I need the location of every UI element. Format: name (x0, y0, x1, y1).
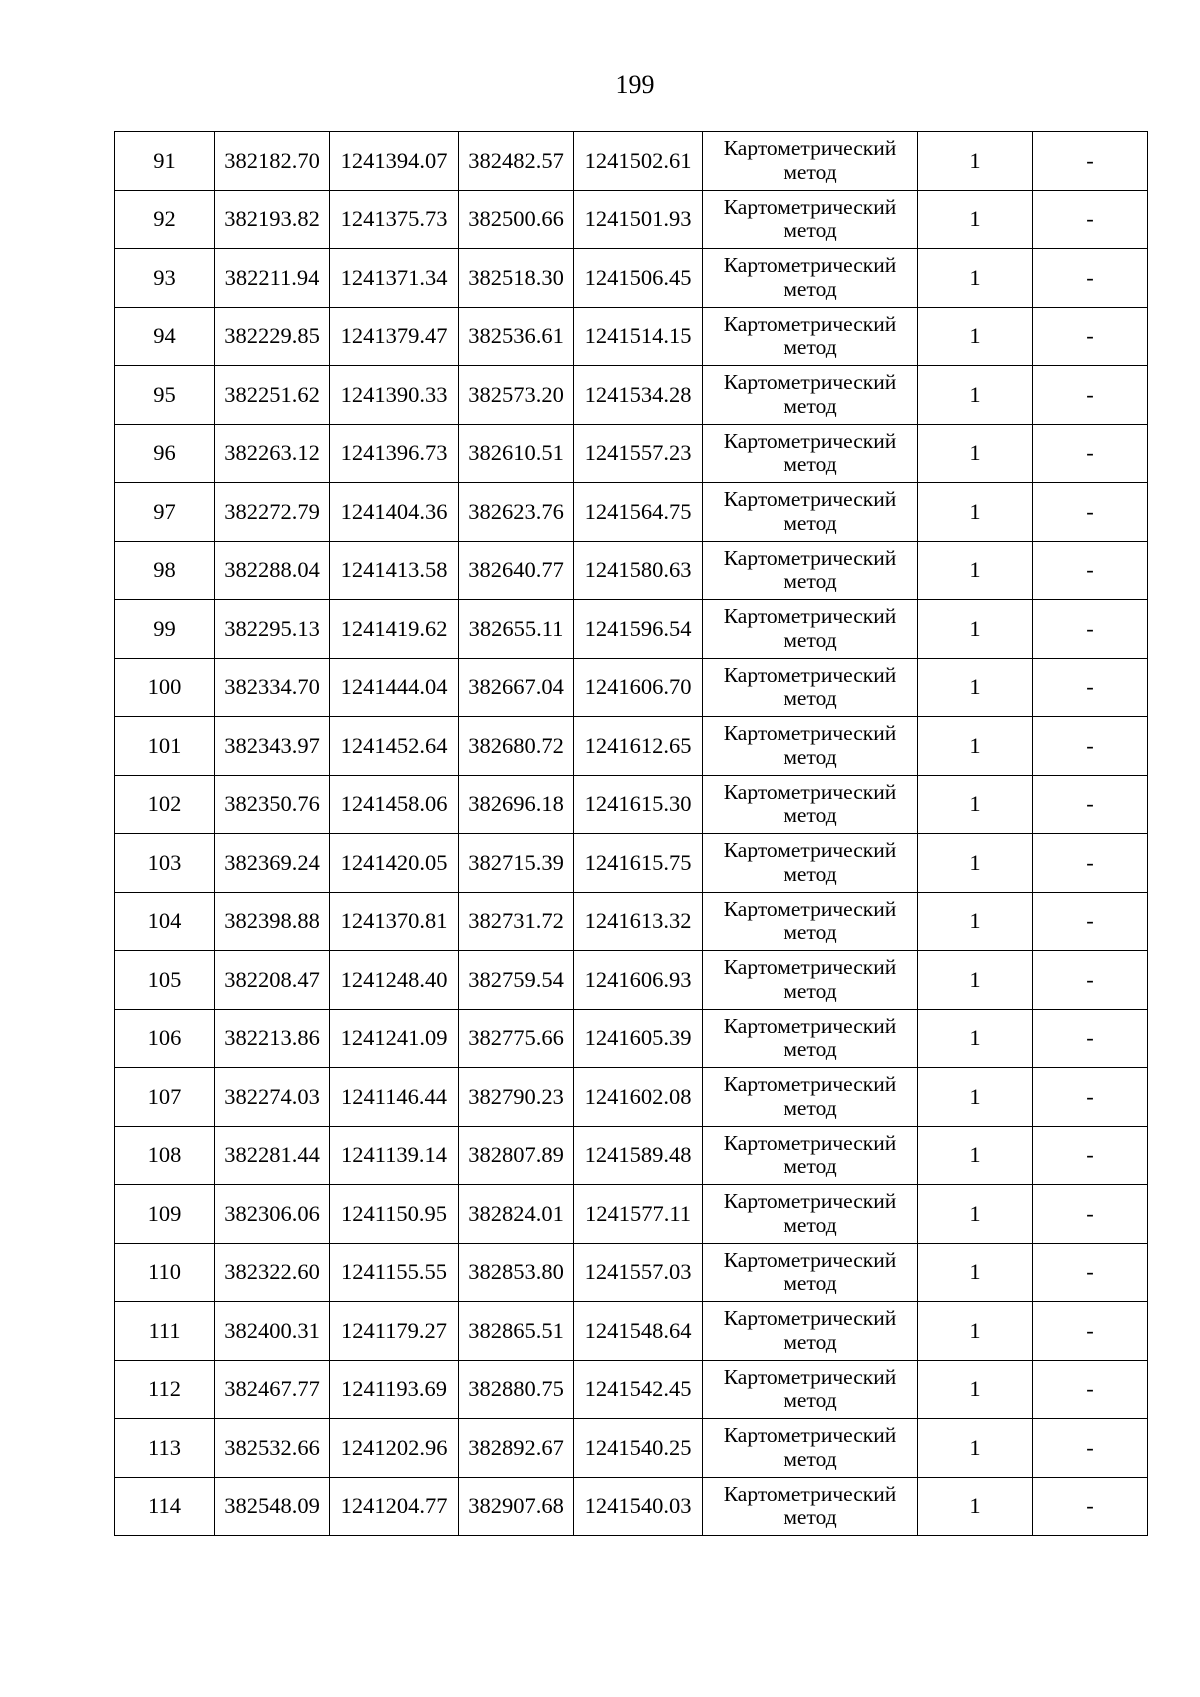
cell-x2: 382715.39 (459, 834, 574, 893)
cell-x1: 382229.85 (215, 307, 330, 366)
cell-accuracy: 1 (918, 1126, 1033, 1185)
cell-x1: 382398.88 (215, 892, 330, 951)
cell-accuracy: 1 (918, 132, 1033, 191)
cell-note: - (1033, 1126, 1148, 1185)
cell-point-number: 99 (115, 600, 215, 659)
table-row (115, 1009, 1148, 1068)
method-line-1: Картометрический (723, 136, 897, 161)
table-row (115, 366, 1148, 425)
cell-x1: 382306.06 (215, 1185, 330, 1244)
cell-method (703, 483, 918, 542)
cell-x2: 382775.66 (459, 1009, 574, 1068)
cell-accuracy: 1 (918, 951, 1033, 1010)
cell-note: - (1033, 1068, 1148, 1127)
cell-x2: 382759.54 (459, 951, 574, 1010)
cell-point-number: 114 (115, 1477, 215, 1536)
method-line-2: метод (783, 393, 837, 418)
method-line-1: Картометрический (723, 1130, 897, 1155)
method-line-2: метод (783, 276, 837, 301)
cell-x1: 382182.70 (215, 132, 330, 191)
method-line-2: метод (783, 686, 837, 711)
cell-method (703, 132, 918, 191)
cell-point-number: 110 (115, 1243, 215, 1302)
cell-x2: 382807.89 (459, 1126, 574, 1185)
table-row (115, 190, 1148, 249)
cell-point-number: 103 (115, 834, 215, 893)
cell-method (703, 951, 918, 1010)
cell-y2: 1241540.03 (574, 1477, 703, 1536)
cell-note: - (1033, 892, 1148, 951)
table-row (115, 1068, 1148, 1127)
cell-note: - (1033, 834, 1148, 893)
method-line-1: Картометрический (723, 545, 897, 570)
cell-x1: 382263.12 (215, 424, 330, 483)
cell-method (703, 1302, 918, 1361)
cell-y2: 1241606.70 (574, 658, 703, 717)
cell-x2: 382892.67 (459, 1419, 574, 1478)
cell-y2: 1241506.45 (574, 249, 703, 308)
cell-point-number: 111 (115, 1302, 215, 1361)
cell-note: - (1033, 775, 1148, 834)
cell-note: - (1033, 600, 1148, 659)
cell-y1: 1241139.14 (330, 1126, 459, 1185)
table-row (115, 249, 1148, 308)
method-line-2: метод (783, 159, 837, 184)
table-row (115, 658, 1148, 717)
cell-x1: 382343.97 (215, 717, 330, 776)
cell-accuracy: 1 (918, 1243, 1033, 1302)
cell-accuracy: 1 (918, 1185, 1033, 1244)
cell-method (703, 307, 918, 366)
cell-accuracy: 1 (918, 307, 1033, 366)
cell-y2: 1241596.54 (574, 600, 703, 659)
cell-x1: 382272.79 (215, 483, 330, 542)
cell-y2: 1241557.03 (574, 1243, 703, 1302)
cell-y2: 1241589.48 (574, 1126, 703, 1185)
cell-x1: 382193.82 (215, 190, 330, 249)
method-line-1: Картометрический (723, 662, 897, 687)
method-line-2: метод (783, 861, 837, 886)
cell-point-number: 93 (115, 249, 215, 308)
cell-x1: 382369.24 (215, 834, 330, 893)
method-line-2: метод (783, 335, 837, 360)
cell-point-number: 95 (115, 366, 215, 425)
cell-y2: 1241602.08 (574, 1068, 703, 1127)
cell-x1: 382251.62 (215, 366, 330, 425)
method-line-1: Картометрический (723, 1013, 897, 1038)
method-line-2: метод (783, 1329, 837, 1354)
coordinates-table (114, 131, 1148, 1536)
method-line-1: Картометрический (723, 779, 897, 804)
cell-method (703, 1009, 918, 1068)
method-line-2: метод (783, 510, 837, 535)
cell-x2: 382482.57 (459, 132, 574, 191)
method-line-1: Картометрический (723, 896, 897, 921)
method-line-1: Картометрический (723, 1072, 897, 1097)
cell-note: - (1033, 307, 1148, 366)
method-line-1: Картометрический (723, 487, 897, 512)
cell-note: - (1033, 717, 1148, 776)
cell-y1: 1241179.27 (330, 1302, 459, 1361)
method-line-1: Картометрический (723, 253, 897, 278)
method-line-2: метод (783, 920, 837, 945)
cell-method (703, 424, 918, 483)
cell-accuracy: 1 (918, 1477, 1033, 1536)
cell-method (703, 541, 918, 600)
cell-method (703, 1419, 918, 1478)
cell-x1: 382400.31 (215, 1302, 330, 1361)
method-line-1: Картометрический (723, 838, 897, 863)
table-body (115, 132, 1148, 1536)
method-line-2: метод (783, 803, 837, 828)
method-line-1: Картометрический (723, 311, 897, 336)
table-row (115, 600, 1148, 659)
cell-x2: 382680.72 (459, 717, 574, 776)
cell-method (703, 775, 918, 834)
cell-accuracy: 1 (918, 775, 1033, 834)
cell-y2: 1241514.15 (574, 307, 703, 366)
cell-y1: 1241458.06 (330, 775, 459, 834)
cell-x1: 382350.76 (215, 775, 330, 834)
cell-y1: 1241193.69 (330, 1360, 459, 1419)
cell-point-number: 107 (115, 1068, 215, 1127)
cell-x1: 382532.66 (215, 1419, 330, 1478)
cell-accuracy: 1 (918, 424, 1033, 483)
cell-y1: 1241248.40 (330, 951, 459, 1010)
method-line-1: Картометрический (723, 1189, 897, 1214)
table-row (115, 1360, 1148, 1419)
cell-note: - (1033, 424, 1148, 483)
cell-y2: 1241564.75 (574, 483, 703, 542)
cell-y1: 1241202.96 (330, 1419, 459, 1478)
cell-x2: 382865.51 (459, 1302, 574, 1361)
cell-y1: 1241375.73 (330, 190, 459, 249)
cell-point-number: 106 (115, 1009, 215, 1068)
cell-x1: 382322.60 (215, 1243, 330, 1302)
cell-method (703, 190, 918, 249)
method-line-1: Картометрический (723, 428, 897, 453)
table-row (115, 1302, 1148, 1361)
cell-accuracy: 1 (918, 541, 1033, 600)
cell-x2: 382623.76 (459, 483, 574, 542)
cell-accuracy: 1 (918, 1302, 1033, 1361)
cell-y2: 1241557.23 (574, 424, 703, 483)
cell-method (703, 1185, 918, 1244)
cell-method (703, 1477, 918, 1536)
cell-x1: 382467.77 (215, 1360, 330, 1419)
method-line-2: метод (783, 1505, 837, 1530)
cell-note: - (1033, 483, 1148, 542)
table-row (115, 951, 1148, 1010)
method-line-1: Картометрический (723, 1423, 897, 1448)
method-line-1: Картометрический (723, 721, 897, 746)
cell-point-number: 112 (115, 1360, 215, 1419)
cell-x2: 382853.80 (459, 1243, 574, 1302)
cell-note: - (1033, 1185, 1148, 1244)
cell-note: - (1033, 366, 1148, 425)
cell-x2: 382790.23 (459, 1068, 574, 1127)
cell-y1: 1241146.44 (330, 1068, 459, 1127)
cell-method (703, 717, 918, 776)
method-line-2: метод (783, 1446, 837, 1471)
cell-note: - (1033, 1243, 1148, 1302)
cell-x2: 382518.30 (459, 249, 574, 308)
cell-point-number: 108 (115, 1126, 215, 1185)
cell-x1: 382208.47 (215, 951, 330, 1010)
cell-method (703, 892, 918, 951)
cell-accuracy: 1 (918, 834, 1033, 893)
cell-y1: 1241394.07 (330, 132, 459, 191)
cell-note: - (1033, 1360, 1148, 1419)
method-line-1: Картометрический (723, 194, 897, 219)
cell-y1: 1241379.47 (330, 307, 459, 366)
cell-y1: 1241155.55 (330, 1243, 459, 1302)
cell-x2: 382610.51 (459, 424, 574, 483)
table-row (115, 541, 1148, 600)
cell-x2: 382536.61 (459, 307, 574, 366)
cell-y1: 1241420.05 (330, 834, 459, 893)
method-line-1: Картометрический (723, 370, 897, 395)
cell-x1: 382334.70 (215, 658, 330, 717)
cell-y1: 1241452.64 (330, 717, 459, 776)
method-line-2: метод (783, 978, 837, 1003)
cell-y2: 1241542.45 (574, 1360, 703, 1419)
cell-y2: 1241612.65 (574, 717, 703, 776)
method-line-2: метод (783, 744, 837, 769)
cell-method (703, 1243, 918, 1302)
cell-accuracy: 1 (918, 1068, 1033, 1127)
table-row (115, 775, 1148, 834)
table-row (115, 717, 1148, 776)
table-row (115, 1185, 1148, 1244)
cell-point-number: 102 (115, 775, 215, 834)
method-line-2: метод (783, 569, 837, 594)
cell-y2: 1241502.61 (574, 132, 703, 191)
cell-point-number: 105 (115, 951, 215, 1010)
table-row (115, 307, 1148, 366)
cell-method (703, 366, 918, 425)
cell-accuracy: 1 (918, 1419, 1033, 1478)
cell-x1: 382288.04 (215, 541, 330, 600)
cell-y1: 1241390.33 (330, 366, 459, 425)
method-line-2: метод (783, 1095, 837, 1120)
method-line-1: Картометрический (723, 604, 897, 629)
cell-y2: 1241605.39 (574, 1009, 703, 1068)
cell-method (703, 600, 918, 659)
method-line-1: Картометрический (723, 1306, 897, 1331)
cell-method (703, 1126, 918, 1185)
cell-point-number: 96 (115, 424, 215, 483)
cell-accuracy: 1 (918, 717, 1033, 776)
cell-point-number: 100 (115, 658, 215, 717)
cell-x2: 382880.75 (459, 1360, 574, 1419)
cell-x1: 382274.03 (215, 1068, 330, 1127)
cell-note: - (1033, 249, 1148, 308)
cell-accuracy: 1 (918, 366, 1033, 425)
cell-y1: 1241404.36 (330, 483, 459, 542)
cell-y2: 1241613.32 (574, 892, 703, 951)
cell-x2: 382640.77 (459, 541, 574, 600)
cell-point-number: 92 (115, 190, 215, 249)
cell-point-number: 97 (115, 483, 215, 542)
cell-note: - (1033, 1419, 1148, 1478)
cell-y2: 1241615.75 (574, 834, 703, 893)
method-line-2: метод (783, 1388, 837, 1413)
cell-x1: 382213.86 (215, 1009, 330, 1068)
table-row (115, 1419, 1148, 1478)
method-line-1: Картометрический (723, 1481, 897, 1506)
method-line-2: метод (783, 1271, 837, 1296)
table-row (115, 834, 1148, 893)
cell-x2: 382655.11 (459, 600, 574, 659)
cell-x2: 382667.04 (459, 658, 574, 717)
cell-y2: 1241501.93 (574, 190, 703, 249)
cell-x1: 382281.44 (215, 1126, 330, 1185)
cell-y1: 1241396.73 (330, 424, 459, 483)
cell-x2: 382907.68 (459, 1477, 574, 1536)
cell-accuracy: 1 (918, 190, 1033, 249)
cell-y2: 1241580.63 (574, 541, 703, 600)
table-row (115, 1477, 1148, 1536)
method-line-2: метод (783, 627, 837, 652)
table-row (115, 483, 1148, 542)
cell-x2: 382500.66 (459, 190, 574, 249)
cell-accuracy: 1 (918, 1360, 1033, 1419)
cell-y2: 1241534.28 (574, 366, 703, 425)
cell-accuracy: 1 (918, 600, 1033, 659)
cell-y2: 1241577.11 (574, 1185, 703, 1244)
cell-point-number: 98 (115, 541, 215, 600)
method-line-1: Картометрический (723, 1364, 897, 1389)
cell-note: - (1033, 541, 1148, 600)
table-row (115, 1243, 1148, 1302)
cell-accuracy: 1 (918, 1009, 1033, 1068)
cell-x2: 382824.01 (459, 1185, 574, 1244)
cell-point-number: 101 (115, 717, 215, 776)
cell-point-number: 109 (115, 1185, 215, 1244)
cell-y1: 1241371.34 (330, 249, 459, 308)
cell-note: - (1033, 1009, 1148, 1068)
cell-x1: 382211.94 (215, 249, 330, 308)
method-line-1: Картометрический (723, 955, 897, 980)
table-row (115, 892, 1148, 951)
cell-note: - (1033, 1477, 1148, 1536)
cell-x2: 382731.72 (459, 892, 574, 951)
table-row (115, 424, 1148, 483)
cell-y1: 1241150.95 (330, 1185, 459, 1244)
cell-note: - (1033, 132, 1148, 191)
cell-accuracy: 1 (918, 249, 1033, 308)
cell-point-number: 94 (115, 307, 215, 366)
cell-y1: 1241370.81 (330, 892, 459, 951)
cell-note: - (1033, 658, 1148, 717)
table-row (115, 132, 1148, 191)
cell-note: - (1033, 1302, 1148, 1361)
cell-y1: 1241413.58 (330, 541, 459, 600)
cell-y1: 1241419.62 (330, 600, 459, 659)
cell-note: - (1033, 951, 1148, 1010)
cell-accuracy: 1 (918, 892, 1033, 951)
method-line-2: метод (783, 452, 837, 477)
cell-point-number: 91 (115, 132, 215, 191)
cell-method (703, 834, 918, 893)
cell-x1: 382548.09 (215, 1477, 330, 1536)
page-number: 199 (615, 70, 655, 99)
cell-method (703, 658, 918, 717)
cell-y1: 1241444.04 (330, 658, 459, 717)
method-line-2: метод (783, 218, 837, 243)
method-line-2: метод (783, 1154, 837, 1179)
cell-x1: 382295.13 (215, 600, 330, 659)
cell-x2: 382696.18 (459, 775, 574, 834)
cell-y2: 1241615.30 (574, 775, 703, 834)
cell-y2: 1241540.25 (574, 1419, 703, 1478)
cell-y1: 1241204.77 (330, 1477, 459, 1536)
method-line-2: метод (783, 1212, 837, 1237)
cell-note: - (1033, 190, 1148, 249)
method-line-1: Картометрический (723, 1247, 897, 1272)
cell-y2: 1241548.64 (574, 1302, 703, 1361)
method-line-2: метод (783, 1037, 837, 1062)
cell-accuracy: 1 (918, 658, 1033, 717)
cell-y1: 1241241.09 (330, 1009, 459, 1068)
cell-method (703, 1360, 918, 1419)
cell-point-number: 104 (115, 892, 215, 951)
table-row (115, 1126, 1148, 1185)
cell-method (703, 1068, 918, 1127)
cell-point-number: 113 (115, 1419, 215, 1478)
cell-method (703, 249, 918, 308)
cell-y2: 1241606.93 (574, 951, 703, 1010)
cell-x2: 382573.20 (459, 366, 574, 425)
cell-accuracy: 1 (918, 483, 1033, 542)
